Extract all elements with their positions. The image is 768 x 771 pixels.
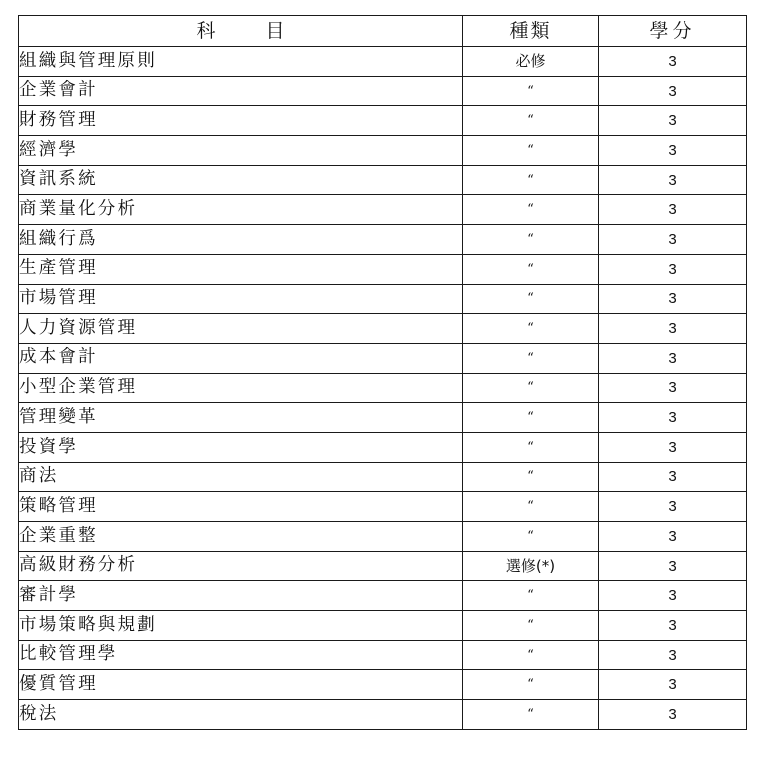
- table-row: [19, 136, 747, 166]
- type-cell: “: [463, 314, 599, 344]
- header-row: [19, 16, 747, 47]
- table-row: [19, 47, 747, 77]
- table-row: [19, 670, 747, 700]
- header-type: 種類: [463, 16, 599, 47]
- type-cell: “: [463, 254, 599, 284]
- subject-cell: 優質管理: [19, 670, 463, 700]
- credit-cell: 3: [599, 462, 747, 492]
- table-row: [19, 640, 747, 670]
- credit-cell: 3: [599, 492, 747, 522]
- subject-cell: 商法: [19, 462, 463, 492]
- table-row: [19, 284, 747, 314]
- type-cell: “: [463, 76, 599, 106]
- type-cell: 選修(*): [463, 551, 599, 581]
- credit-cell: 3: [599, 254, 747, 284]
- credit-cell: 3: [599, 373, 747, 403]
- credit-cell: 3: [599, 225, 747, 255]
- credit-cell: 3: [599, 640, 747, 670]
- subject-cell: 財務管理: [19, 106, 463, 136]
- subject-cell: 小型企業管理: [19, 373, 463, 403]
- credit-cell: 3: [599, 700, 747, 730]
- type-cell: “: [463, 195, 599, 225]
- credit-cell: 3: [599, 522, 747, 552]
- table-row: [19, 492, 747, 522]
- type-cell: “: [463, 522, 599, 552]
- credit-cell: 3: [599, 284, 747, 314]
- subject-cell: 投資學: [19, 432, 463, 462]
- credit-cell: 3: [599, 136, 747, 166]
- table-row: [19, 106, 747, 136]
- type-cell: 必修: [463, 47, 599, 77]
- course-table-container: [18, 15, 746, 730]
- credit-cell: 3: [599, 76, 747, 106]
- table-row: [19, 551, 747, 581]
- credit-cell: 3: [599, 670, 747, 700]
- table-row: [19, 403, 747, 433]
- subject-cell: 生產管理: [19, 254, 463, 284]
- type-cell: “: [463, 106, 599, 136]
- table-row: [19, 373, 747, 403]
- subject-cell: 經濟學: [19, 136, 463, 166]
- type-cell: “: [463, 581, 599, 611]
- credit-cell: 3: [599, 106, 747, 136]
- table-row: [19, 314, 747, 344]
- table-row: [19, 432, 747, 462]
- type-cell: “: [463, 640, 599, 670]
- table-row: [19, 254, 747, 284]
- table-row: [19, 700, 747, 730]
- course-table: [18, 15, 747, 730]
- type-cell: “: [463, 165, 599, 195]
- table-row: [19, 165, 747, 195]
- credit-cell: 3: [599, 314, 747, 344]
- subject-cell: 高級財務分析: [19, 551, 463, 581]
- credit-cell: 3: [599, 195, 747, 225]
- type-cell: “: [463, 611, 599, 641]
- subject-cell: 企業會計: [19, 76, 463, 106]
- subject-cell: 人力資源管理: [19, 314, 463, 344]
- credit-cell: 3: [599, 165, 747, 195]
- type-cell: “: [463, 136, 599, 166]
- header-credit: 學分: [599, 16, 747, 47]
- credit-cell: 3: [599, 403, 747, 433]
- credit-cell: 3: [599, 432, 747, 462]
- type-cell: “: [463, 373, 599, 403]
- subject-cell: 市場管理: [19, 284, 463, 314]
- table-row: [19, 225, 747, 255]
- subject-cell: 成本會計: [19, 343, 463, 373]
- type-cell: “: [463, 403, 599, 433]
- subject-cell: 稅法: [19, 700, 463, 730]
- header-subject: 科 目: [19, 16, 463, 47]
- table-body: [19, 47, 747, 730]
- credit-cell: 3: [599, 47, 747, 77]
- table-row: [19, 522, 747, 552]
- subject-cell: 管理變革: [19, 403, 463, 433]
- type-cell: “: [463, 343, 599, 373]
- subject-cell: 策略管理: [19, 492, 463, 522]
- type-cell: “: [463, 492, 599, 522]
- subject-cell: 商業量化分析: [19, 195, 463, 225]
- subject-cell: 企業重整: [19, 522, 463, 552]
- subject-cell: 組織行爲: [19, 225, 463, 255]
- subject-cell: 審計學: [19, 581, 463, 611]
- subject-cell: 比較管理學: [19, 640, 463, 670]
- table-row: [19, 581, 747, 611]
- type-cell: “: [463, 432, 599, 462]
- type-cell: “: [463, 462, 599, 492]
- credit-cell: 3: [599, 343, 747, 373]
- type-cell: “: [463, 284, 599, 314]
- subject-cell: 組織與管理原則: [19, 47, 463, 77]
- table-row: [19, 195, 747, 225]
- table-row: [19, 343, 747, 373]
- subject-cell: 資訊系統: [19, 165, 463, 195]
- table-row: [19, 462, 747, 492]
- credit-cell: 3: [599, 551, 747, 581]
- table-row: [19, 76, 747, 106]
- type-cell: “: [463, 700, 599, 730]
- subject-cell: 市場策略與規劃: [19, 611, 463, 641]
- type-cell: “: [463, 225, 599, 255]
- credit-cell: 3: [599, 581, 747, 611]
- type-cell: “: [463, 670, 599, 700]
- table-row: [19, 611, 747, 641]
- credit-cell: 3: [599, 611, 747, 641]
